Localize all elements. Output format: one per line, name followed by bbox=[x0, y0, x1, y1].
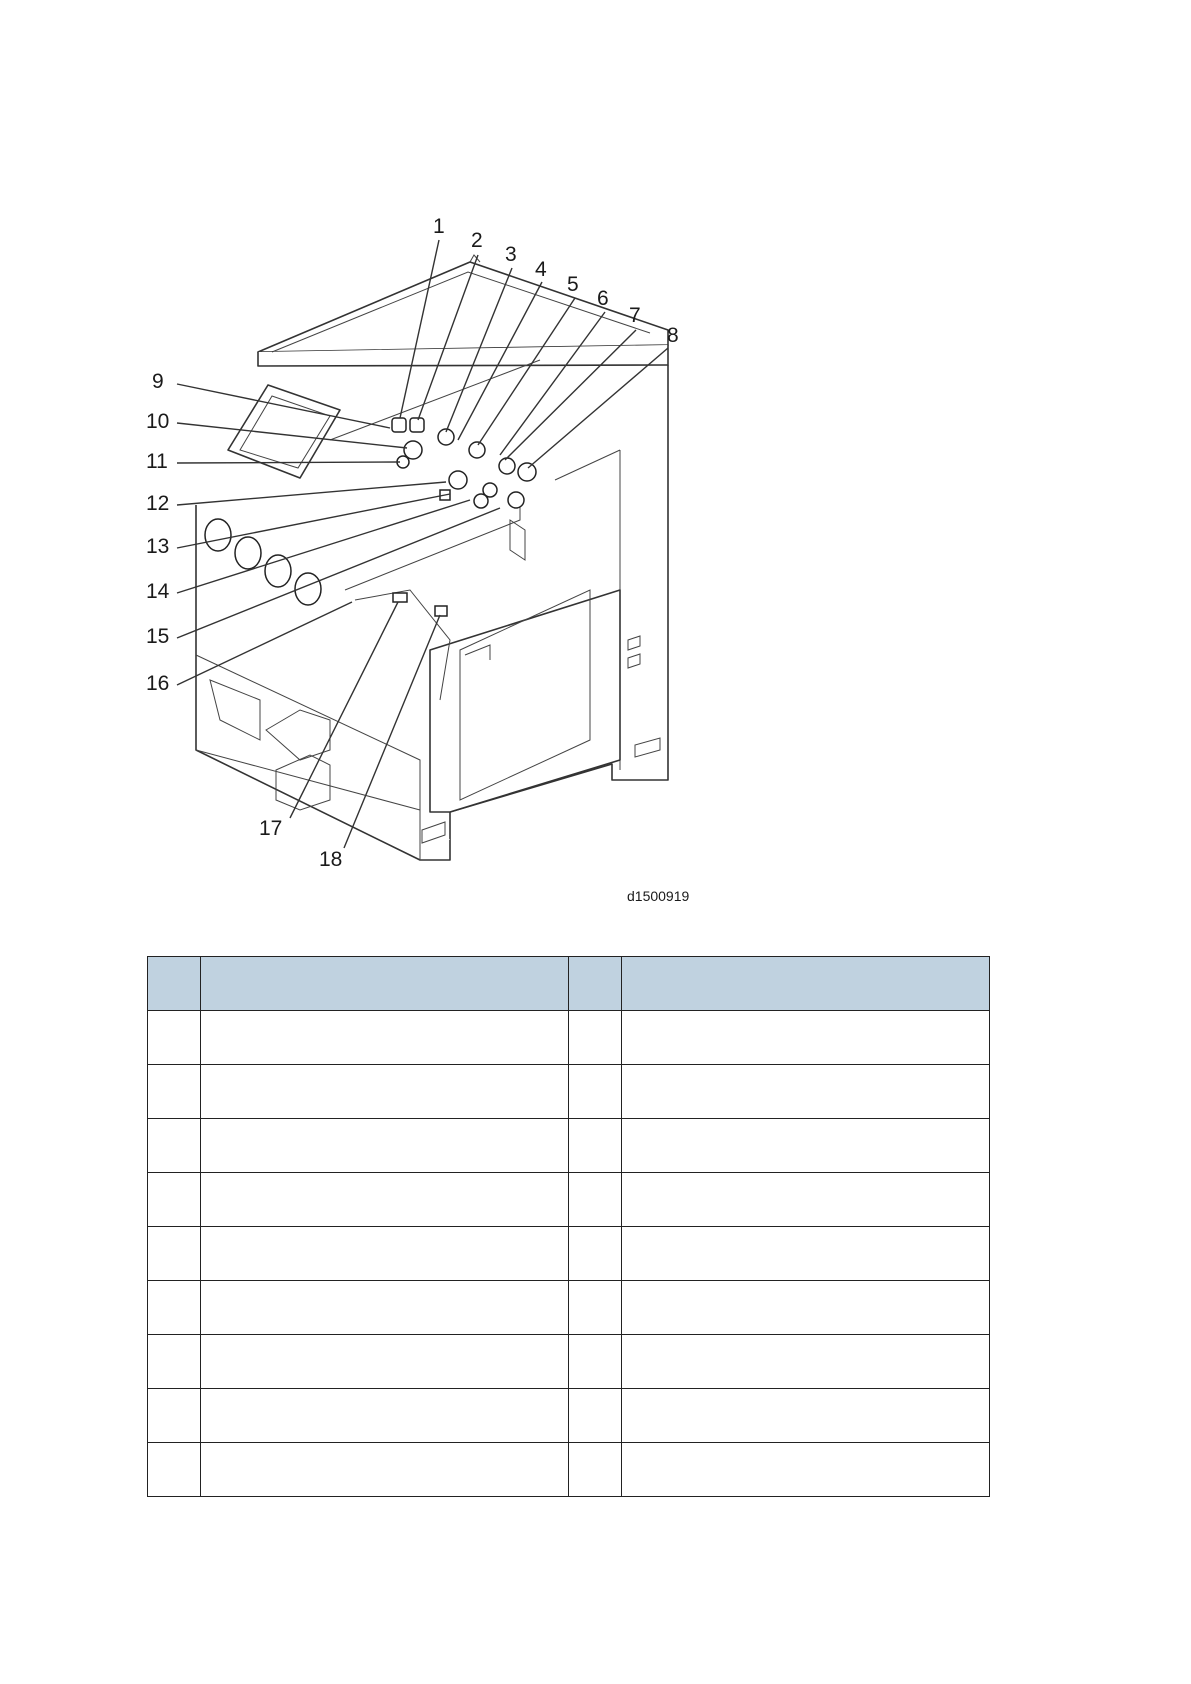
row-no-right bbox=[569, 1443, 622, 1497]
row-desc-right bbox=[622, 1065, 990, 1119]
callout-9: 9 bbox=[152, 370, 164, 393]
row-no-left bbox=[148, 1281, 201, 1335]
table-row bbox=[148, 1119, 990, 1173]
row-no-right bbox=[569, 1119, 622, 1173]
table-row bbox=[148, 1011, 990, 1065]
row-desc-right bbox=[622, 1227, 990, 1281]
callout-13: 13 bbox=[146, 535, 170, 558]
header-no-1 bbox=[148, 957, 201, 1011]
header-description-2 bbox=[622, 957, 990, 1011]
callout-2: 2 bbox=[471, 229, 483, 252]
table-row bbox=[148, 1389, 990, 1443]
row-no-right bbox=[569, 1065, 622, 1119]
row-no-left bbox=[148, 1119, 201, 1173]
callout-12: 12 bbox=[146, 492, 170, 515]
callout-4: 4 bbox=[535, 258, 547, 281]
callout-15: 15 bbox=[146, 625, 170, 648]
table-row bbox=[148, 1173, 990, 1227]
row-desc-right bbox=[622, 1389, 990, 1443]
callout-1: 1 bbox=[433, 215, 445, 238]
callout-11: 11 bbox=[146, 450, 168, 473]
parts-table bbox=[147, 956, 990, 1497]
row-no-right bbox=[569, 1011, 622, 1065]
table-row bbox=[148, 1443, 990, 1497]
row-desc-left bbox=[201, 1227, 569, 1281]
table-header-row bbox=[148, 957, 990, 1011]
row-desc-left bbox=[201, 1281, 569, 1335]
row-desc-left bbox=[201, 1065, 569, 1119]
callout-3: 3 bbox=[505, 243, 517, 266]
table-row bbox=[148, 1065, 990, 1119]
row-desc-left bbox=[201, 1011, 569, 1065]
row-desc-right bbox=[622, 1011, 990, 1065]
row-no-left bbox=[148, 1011, 201, 1065]
row-no-left bbox=[148, 1389, 201, 1443]
row-no-left bbox=[148, 1065, 201, 1119]
table-row bbox=[148, 1281, 990, 1335]
callout-17: 17 bbox=[259, 817, 283, 840]
machine-outline bbox=[196, 255, 668, 860]
callout-14: 14 bbox=[146, 580, 170, 603]
row-desc-right bbox=[622, 1119, 990, 1173]
row-desc-left bbox=[201, 1389, 569, 1443]
header-description-1 bbox=[201, 957, 569, 1011]
callout-5: 5 bbox=[567, 273, 579, 296]
row-desc-left bbox=[201, 1335, 569, 1389]
row-desc-right bbox=[622, 1443, 990, 1497]
callout-8: 8 bbox=[667, 324, 679, 347]
row-no-right bbox=[569, 1335, 622, 1389]
row-no-right bbox=[569, 1281, 622, 1335]
callout-18: 18 bbox=[319, 848, 343, 871]
callout-6: 6 bbox=[597, 287, 609, 310]
row-desc-right bbox=[622, 1281, 990, 1335]
figure-id: d1500919 bbox=[627, 888, 690, 904]
row-desc-left bbox=[201, 1119, 569, 1173]
row-no-right bbox=[569, 1173, 622, 1227]
callout-10: 10 bbox=[146, 410, 170, 433]
row-no-right bbox=[569, 1227, 622, 1281]
motors bbox=[392, 418, 536, 616]
callout-16: 16 bbox=[146, 672, 170, 695]
row-no-right bbox=[569, 1389, 622, 1443]
row-no-left bbox=[148, 1173, 201, 1227]
row-no-left bbox=[148, 1443, 201, 1497]
row-desc-left bbox=[201, 1443, 569, 1497]
table-row bbox=[148, 1227, 990, 1281]
row-no-left bbox=[148, 1227, 201, 1281]
callout-7: 7 bbox=[629, 304, 641, 327]
row-desc-right bbox=[622, 1173, 990, 1227]
row-desc-right bbox=[622, 1335, 990, 1389]
row-desc-left bbox=[201, 1173, 569, 1227]
row-no-left bbox=[148, 1335, 201, 1389]
table-row bbox=[148, 1335, 990, 1389]
header-no-2 bbox=[569, 957, 622, 1011]
